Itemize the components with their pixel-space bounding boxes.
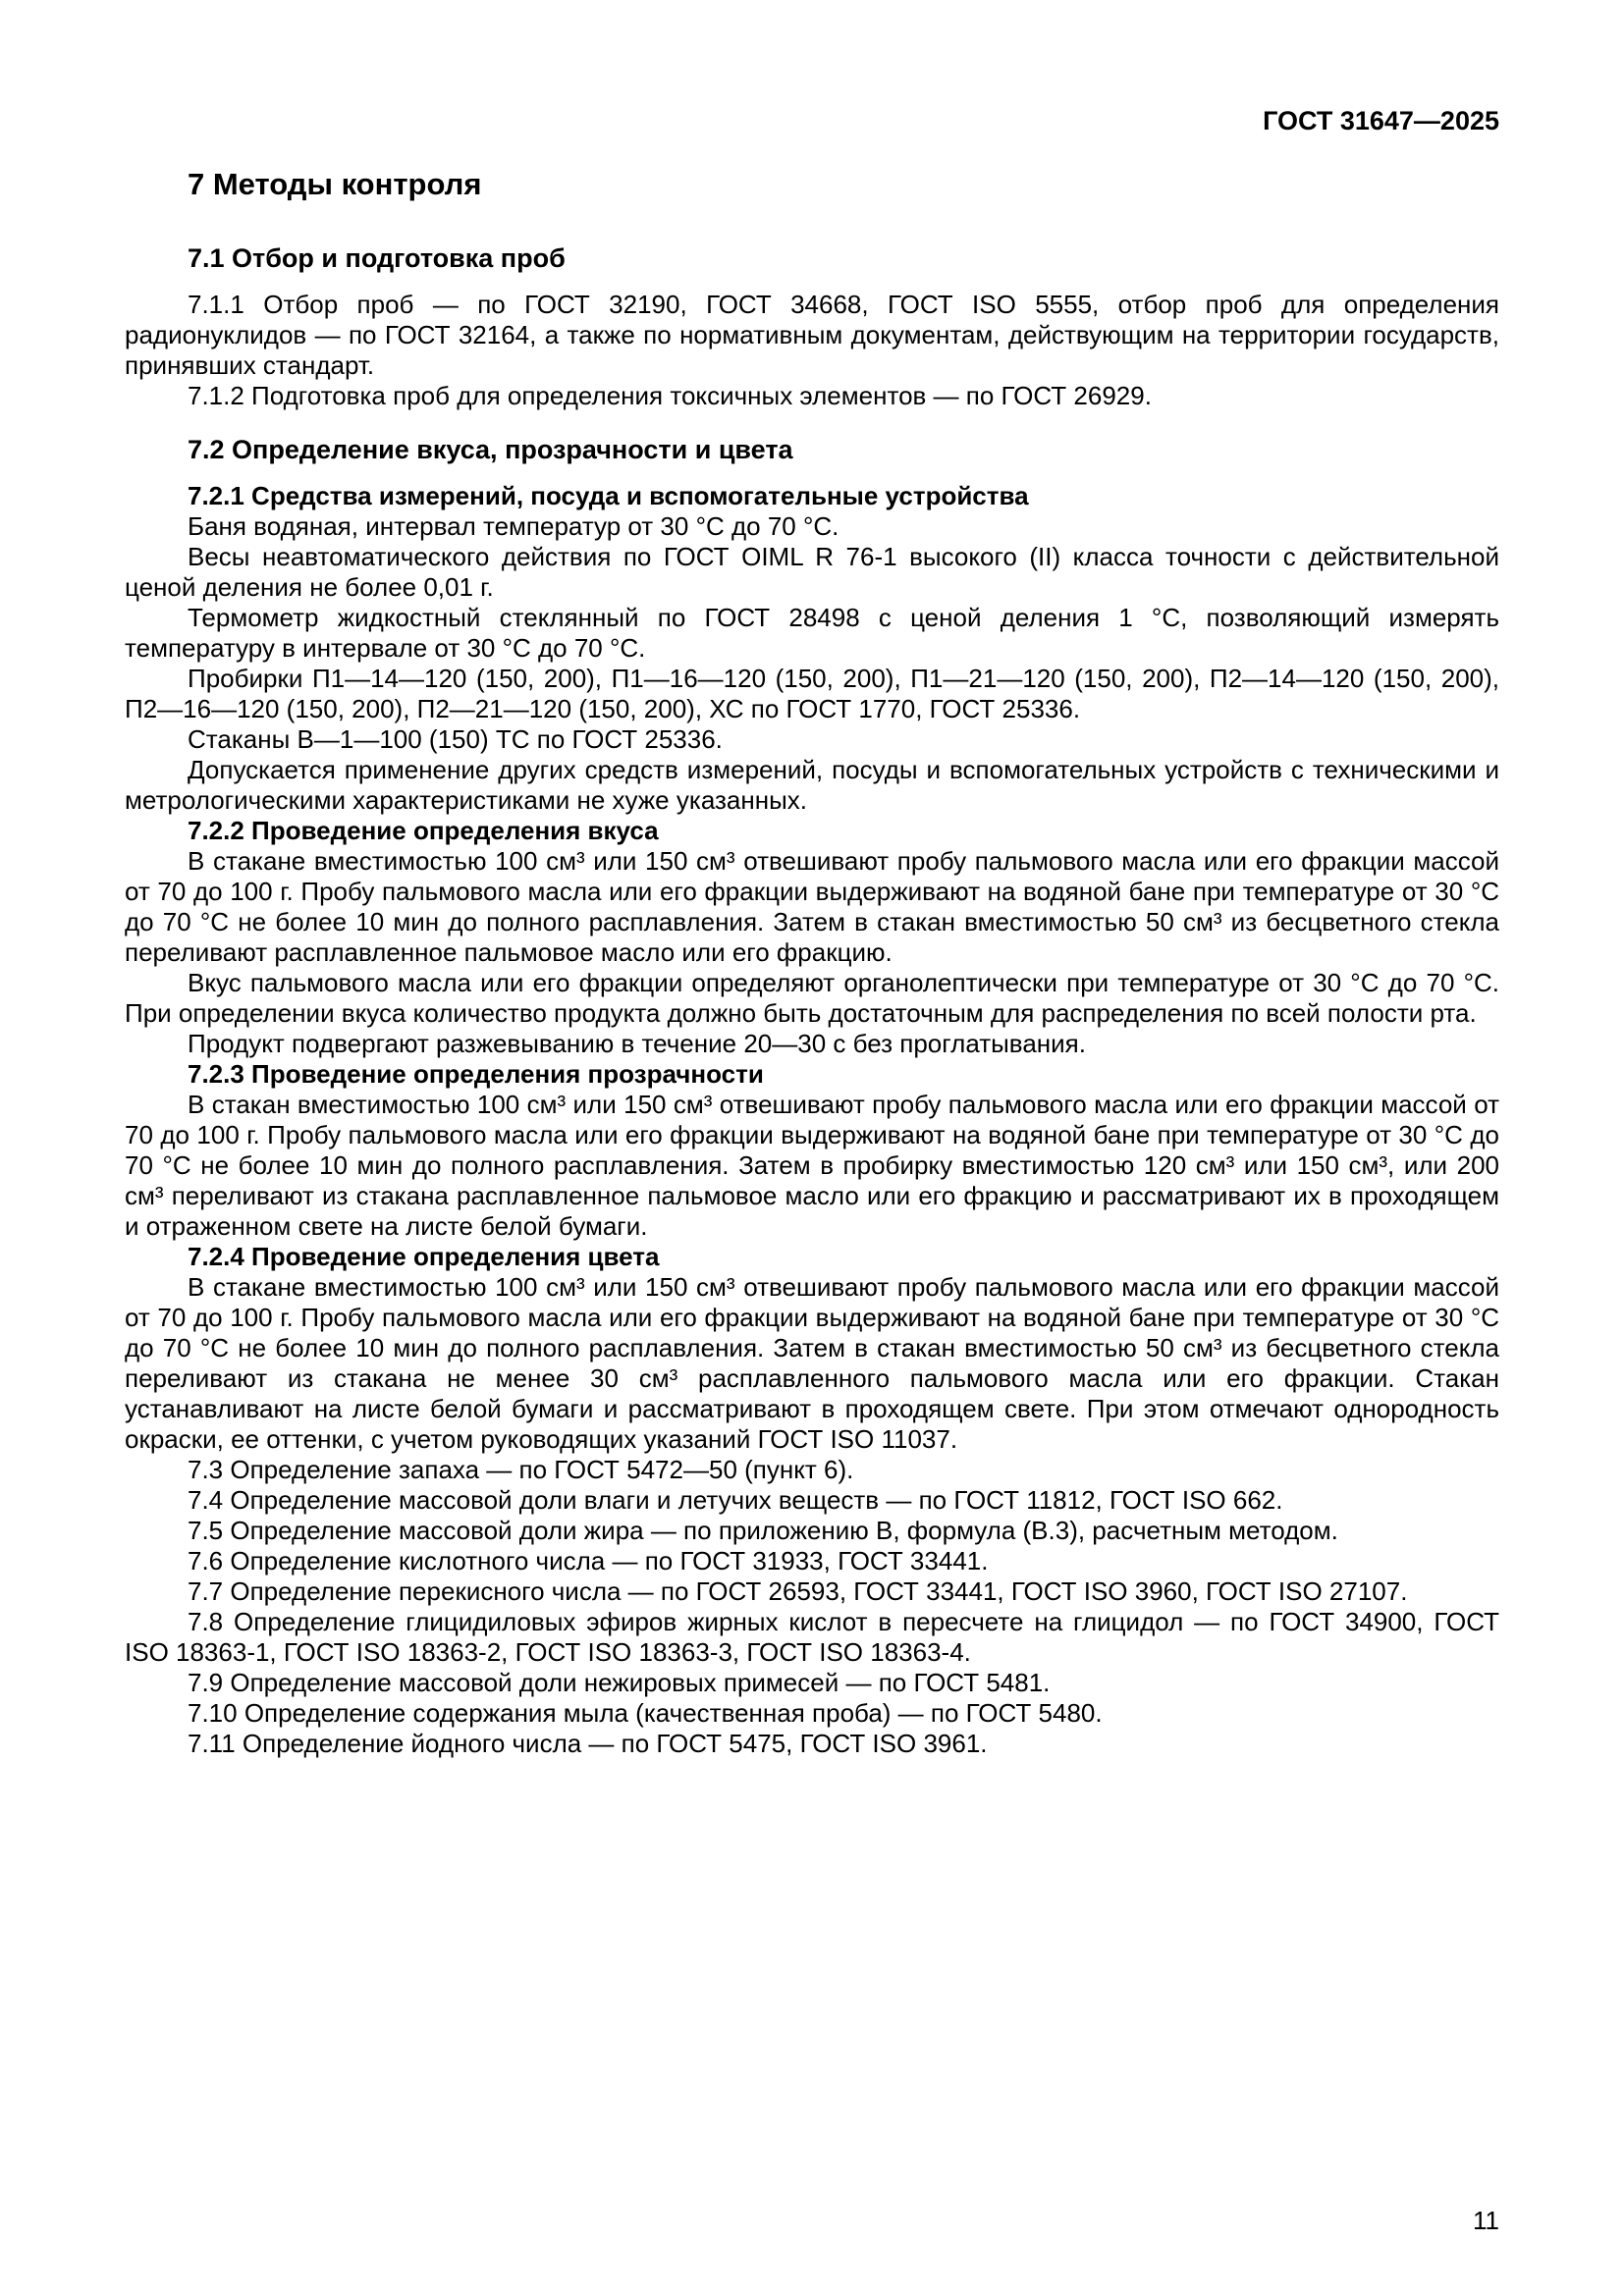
document-content (125, 106, 1499, 1759)
paragraph-7-1-2: 7.1.2 Подготовка проб для определения токсичных элементов — по ГОСТ 26929. (188, 381, 1152, 410)
paragraph-test-tubes: Пробирки П1—14—120 (150, 200), П1—16—120 (150, 200), П1—21—120 (150, 200), П2—14—120 (150, 200), П2—16—120 (150, 200), П2—21—120 (150, 200), ХС по ГОСТ 1770, ГОСТ 25336. (125, 664, 1499, 723)
paragraph-color: В стакане вместимостью 100 см³ или 150 см³ отвешивают пробу пальмового масла или его фракции массой от 70 до 100 г. Пробу пальмового масла или его фракции выдерживают на водяной бане при температуре от 30 °С до 70 °С не более 10 мин до полного расплавления. Затем в стакан вместимостью 50 см³ из бесцветного стекла переливают из стакана не менее 30 см³ расплавленного пальмового масла или его фракции. Стакан устанавливают на листе белой бумаги и рассматривают в проходящем свете. При этом отмечают однородность окраски, ее оттенки, с учетом руководящих указаний ГОСТ ISO 11037. (125, 1272, 1499, 1454)
paragraph-7-8: 7.8 Определение глицидиловых эфиров жирных кислот в пересчете на глицидол — по ГОСТ 34900, ГОСТ ISO 18363-1, ГОСТ ISO 18363-2, ГОСТ ISO 18363-3, ГОСТ ISO 18363-4. (125, 1607, 1499, 1667)
paragraph-7-10: 7.10 Определение содержания мыла (качественная проба) — по ГОСТ 5480. (188, 1698, 1103, 1728)
page-number: 11 (1473, 2206, 1499, 2235)
heading-7-2-1: 7.2.1 Средства измерений, посуда и вспомогательные устройства (188, 481, 1029, 510)
heading-7-2: 7.2 Определение вкуса, прозрачности и цвета (188, 435, 793, 464)
section-title-7: 7 Методы контроля (188, 167, 482, 201)
paragraph-thermometer: Термометр жидкостный стеклянный по ГОСТ 28498 с ценой деления 1 °С, позволяющий измерять температуру в интервале от 30 °С до 70 °С. (125, 603, 1499, 663)
heading-7-2-2: 7.2.2 Проведение определения вкуса (188, 816, 659, 845)
heading-7-1: 7.1 Отбор и подготовка проб (188, 243, 566, 273)
paragraph-taste-3: Продукт подвергают разжевыванию в течение 20—30 с без проглатывания. (188, 1029, 1086, 1058)
paragraph-7-9: 7.9 Определение массовой доли нежировых примесей — по ГОСТ 5481. (188, 1668, 1051, 1697)
doc-number: ГОСТ 31647—2025 (1263, 106, 1499, 135)
paragraph-7-4: 7.4 Определение массовой доли влаги и летучих веществ — по ГОСТ 11812, ГОСТ ISO 662. (188, 1485, 1283, 1515)
paragraph-scales: Весы неавтоматического действия по ГОСТ OIML R 76-1 высокого (II) класса точности с действительной ценой деления не более 0,01 г. (125, 542, 1499, 602)
paragraph-beakers: Стаканы В—1—100 (150) ТС по ГОСТ 25336. (188, 724, 723, 754)
paragraph-other-means: Допускается применение других средств измерений, посуды и вспомогательных устройств с техническими и метрологическими характеристиками не хуже указанных. (125, 755, 1499, 815)
paragraph-7-7: 7.7 Определение перекисного числа — по ГОСТ 26593, ГОСТ 33441, ГОСТ ISO 3960, ГОСТ ISO 27107. (188, 1576, 1408, 1606)
paragraph-taste-1: В стакане вместимостью 100 см³ или 150 см³ отвешивают пробу пальмового масла или его фракции массой от 70 до 100 г. Пробу пальмового масла или его фракции выдерживают на водяной бане при температуре от 30 °С до 70 °С не более 10 мин до полного расплавления. Затем в стакан вместимостью 50 см³ из бесцветного стекла переливают расплавленное пальмовое масло или его фракцию. (125, 846, 1499, 967)
heading-7-2-3: 7.2.3 Проведение определения прозрачности (188, 1059, 764, 1089)
paragraph-transparency: В стакан вместимостью 100 см³ или 150 см³ отвешивают пробу пальмового масла или его фракции массой от 70 до 100 г. Пробу пальмового масла или его фракции выдерживают на водяной бане при температуре от 30 °С до 70 °С не более 10 мин до полного расплавления. Затем в пробирку вместимостью 120 см³ или 150 см³, или 200 см³ переливают из стакана расплавленное пальмовое масло или его фракцию и рассматривают их в проходящем и отраженном свете на листе белой бумаги. (125, 1090, 1499, 1241)
paragraph-7-1-1: 7.1.1 Отбор проб — по ГОСТ 32190, ГОСТ 34668, ГОСТ ISO 5555, отбор проб для определения радионуклидов — по ГОСТ 32164, а также по нормативным документам, действующим на территории государств, принявших стандарт. (125, 290, 1499, 380)
paragraph-7-3: 7.3 Определение запаха — по ГОСТ 5472—50 (пункт 6). (188, 1455, 854, 1484)
paragraph-7-11: 7.11 Определение йодного числа — по ГОСТ 5475, ГОСТ ISO 3961. (188, 1729, 988, 1758)
paragraph-7-6: 7.6 Определение кислотного числа — по ГОСТ 31933, ГОСТ 33441. (188, 1546, 989, 1575)
paragraph-7-5: 7.5 Определение массовой доли жира — по приложению В, формула (В.3), расчетным методом. (188, 1516, 1338, 1545)
heading-7-2-4: 7.2.4 Проведение определения цвета (188, 1242, 660, 1271)
paragraph-taste-2: Вкус пальмового масла или его фракции определяют органолептически при температуре от 30 °С до 70 °С. При определении вкуса количество продукта должно быть достаточным для распределения по всей полости рта. (125, 968, 1499, 1028)
paragraph-water-bath: Баня водяная, интервал температур от 30 °С до 70 °С. (188, 511, 839, 541)
